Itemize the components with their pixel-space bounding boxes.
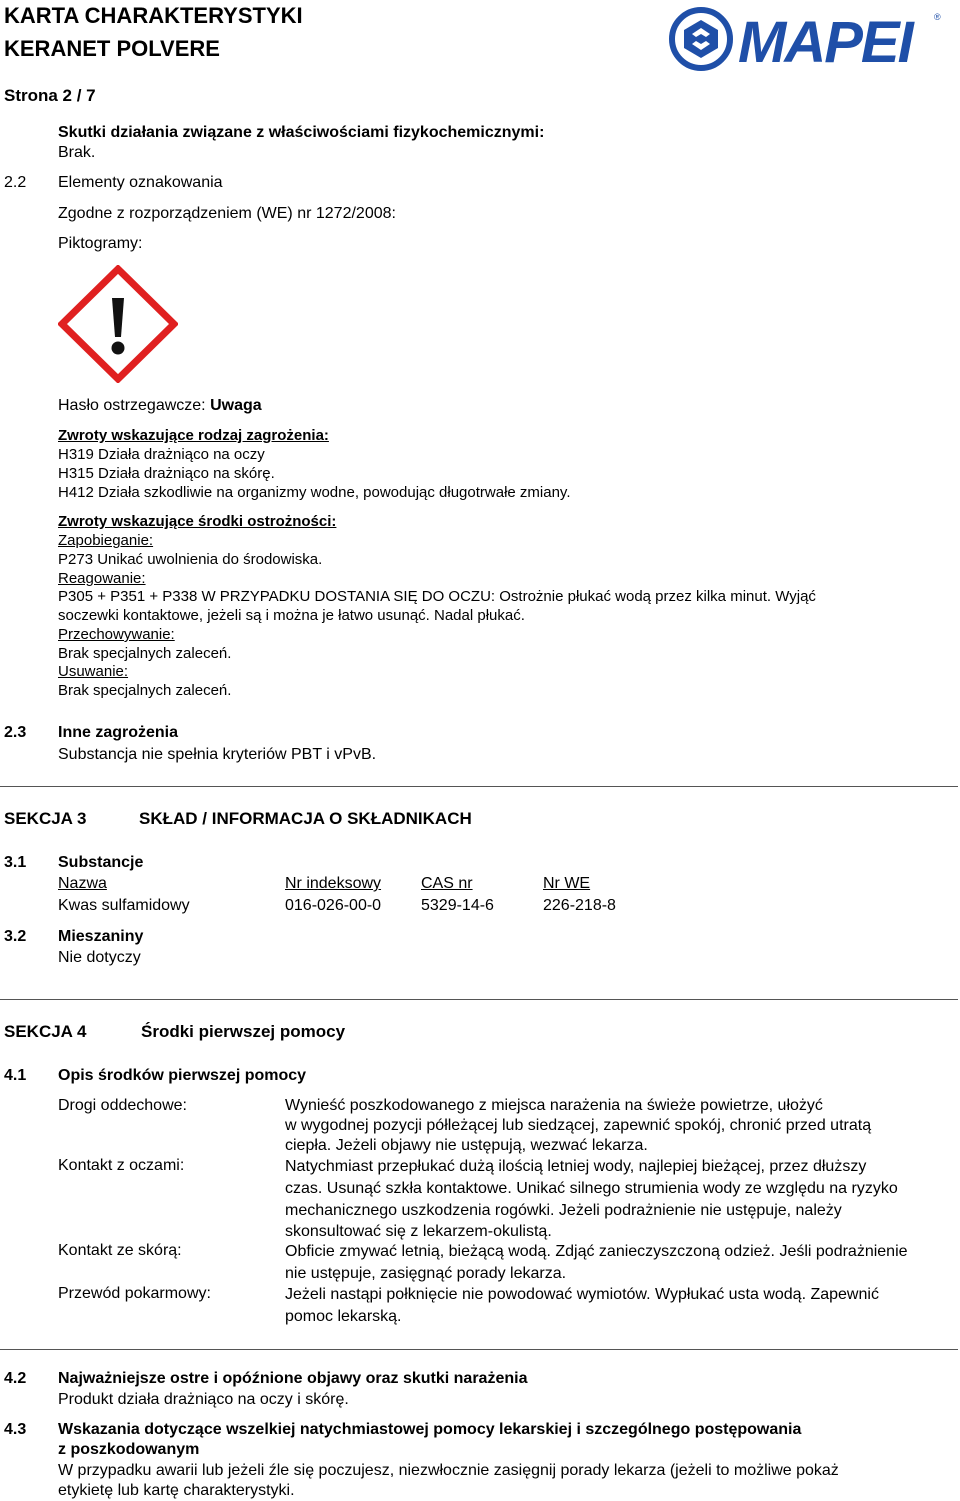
document-title: KARTA CHARAKTERYSTYKI: [4, 3, 303, 28]
skin-contact-line: Obficie zmywać letnią, bieżącą wodą. Zdjąć zanieczyszczoną odzież. Jeśli podrażnienie: [285, 1243, 908, 1260]
table-header-name: Nazwa: [58, 875, 107, 892]
response-label: Reagowanie:: [58, 570, 146, 587]
subsection-4-3-number: 4.3: [4, 1421, 27, 1438]
prevention-text: P273 Unikać uwolnienia do środowiska.: [58, 551, 323, 568]
prevention-label: Zapobieganie:: [58, 532, 154, 549]
table-cell-name: Kwas sulfamidowy: [58, 897, 190, 914]
physchem-effects-label: Skutki działania związane z właściwościami fizykochemicznymi:: [58, 124, 545, 141]
subsection-3-2-number: 3.2: [4, 928, 27, 945]
subsection-4-2-number: 4.2: [4, 1370, 27, 1387]
inhalation-line: ciepła. Jeżeli objawy nie ustępują, wezwać lekarza.: [285, 1137, 648, 1154]
mapei-emblem-icon: [672, 10, 730, 68]
subsection-4-3-text-line: W przypadku awarii lub jeżeli źle się poczujesz, niezwłocznie zasięgnij porady lekarza (jeżeli to możliwe pokaż: [58, 1462, 839, 1479]
subsection-4-1-number: 4.1: [4, 1067, 27, 1084]
storage-label: Przechowywanie:: [58, 626, 175, 643]
table-cell-ec: 226-218-8: [543, 897, 616, 914]
eye-contact-line: Natychmiast przepłukać dużą ilością letniej wody, najlepiej bieżącej, przez dłuższy: [285, 1158, 867, 1175]
section-3-title: SKŁAD / INFORMACJA O SKŁADNIKACH: [139, 809, 472, 828]
svg-text:MAPEI: MAPEI: [738, 10, 912, 72]
eye-contact-line: skonsultować się z lekarzem-okulistą.: [285, 1223, 552, 1240]
eye-contact-line: czas. Usunąć szkła kontaktowe. Unikać silnego strumienia wody ze względu na ryzyko: [285, 1180, 898, 1197]
response-text-line: P305 + P351 + P338 W PRZYPADKU DOSTANIA SIĘ DO OCZU: Ostrożnie płukać wodą przez kilka minut. Wyjąć: [58, 588, 816, 605]
subsection-4-1-title: Opis środków pierwszej pomocy: [58, 1067, 307, 1084]
storage-text: Brak specjalnych zaleceń.: [58, 645, 232, 662]
subsection-3-1-number: 3.1: [4, 854, 27, 871]
table-header-ec: Nr WE: [543, 875, 591, 892]
ghs07-exclamation-icon: [58, 265, 178, 383]
ingestion-line: pomoc lekarską.: [285, 1308, 402, 1325]
ingestion-line: Jeżeli nastąpi połknięcie nie powodować wymiotów. Wypłukać usta wodą. Zapewnić: [285, 1286, 879, 1303]
hazard-statement: H315 Działa drażniąco na skórę.: [58, 465, 275, 482]
subsection-4-3-title-line: Wskazania dotyczące wszelkiej natychmiastowej pomocy lekarskiej i szczególnego postępowania: [58, 1421, 802, 1438]
physchem-effects-value: Brak.: [58, 144, 96, 161]
inhalation-label: Drogi oddechowe:: [58, 1097, 187, 1114]
subsection-2-3-number: 2.3: [4, 724, 27, 741]
subsection-2-3-text: Substancja nie spełnia kryteriów PBT i vPvB.: [58, 746, 377, 763]
section-4-title: Środki pierwszej pomocy: [141, 1022, 346, 1041]
subsection-3-2-title: Mieszaniny: [58, 928, 144, 945]
table-header-cas: CAS nr: [421, 875, 473, 892]
page-number: Strona 2 / 7: [4, 86, 96, 105]
disposal-label: Usuwanie:: [58, 663, 129, 680]
hazard-statement: H412 Działa szkodliwie na organizmy wodne, powodując długotrwałe zmiany.: [58, 484, 571, 501]
signal-word-label: Hasło ostrzegawcze:: [58, 397, 206, 414]
section-divider: [0, 999, 958, 1000]
pictograms-label: Piktogramy:: [58, 235, 143, 252]
subsection-3-2-text: Nie dotyczy: [58, 949, 141, 966]
subsection-4-3-title-line: z poszkodowanym: [58, 1441, 200, 1458]
inhalation-line: Wynieść poszkodowanego z miejsca narażenia na świeże powietrze, ułożyć: [285, 1097, 823, 1114]
subsection-2-2-number: 2.2: [4, 174, 27, 191]
section-4-label: SEKCJA 4: [4, 1022, 87, 1041]
signal-word: Uwaga: [210, 397, 262, 414]
table-cell-index: 016-026-00-0: [285, 897, 382, 914]
product-name: KERANET POLVERE: [4, 36, 220, 61]
skin-contact-line: nie ustępuje, zasięgnąć porady lekarza.: [285, 1265, 567, 1282]
disposal-text: Brak specjalnych zaleceń.: [58, 682, 232, 699]
signal-word-row: [58, 396, 262, 416]
hazard-statements-heading: Zwroty wskazujące rodzaj zagrożenia:: [58, 427, 329, 444]
subsection-4-2-title: Najważniejsze ostre i opóźnione objawy oraz skutki narażenia: [58, 1370, 528, 1387]
svg-text:®: ®: [934, 12, 941, 22]
table-header-index: Nr indeksowy: [285, 875, 382, 892]
eye-contact-line: mechanicznego uszkodzenia rogówki. Jeżeli podrażnienie nie ustępuje, należy: [285, 1202, 842, 1219]
inhalation-line: w wygodnej pozycji półleżącej lub siedzącej, zapewnić spokój, chronić przed utratą: [285, 1117, 872, 1134]
regulation-text: Zgodne z rozporządzeniem (WE) nr 1272/2008:: [58, 205, 396, 222]
subsection-4-2-text: Produkt działa drażniąco na oczy i skórę.: [58, 1391, 349, 1408]
precautionary-statements-heading: Zwroty wskazujące środki ostrożności:: [58, 513, 337, 530]
section-divider: [0, 1349, 958, 1350]
subsection-2-3-title: Inne zagrożenia: [58, 724, 179, 741]
hazard-statement: H319 Działa drażniąco na oczy: [58, 446, 265, 463]
skin-contact-label: Kontakt ze skórą:: [58, 1242, 182, 1259]
response-text-line: soczewki kontaktowe, jeżeli są i można je łatwo usunąć. Nadal płukać.: [58, 607, 525, 624]
subsection-3-1-title: Substancje: [58, 854, 144, 871]
subsection-2-2-title: Elementy oznakowania: [58, 174, 223, 191]
mapei-logo: [668, 6, 946, 72]
section-3-label: SEKCJA 3: [4, 809, 87, 828]
table-cell-cas: 5329-14-6: [421, 897, 494, 914]
ingestion-label: Przewód pokarmowy:: [58, 1285, 211, 1302]
subsection-4-3-text-line: etykietę lub kartę charakterystyki.: [58, 1482, 295, 1499]
eye-contact-label: Kontakt z oczami:: [58, 1157, 185, 1174]
section-divider: [0, 786, 958, 787]
